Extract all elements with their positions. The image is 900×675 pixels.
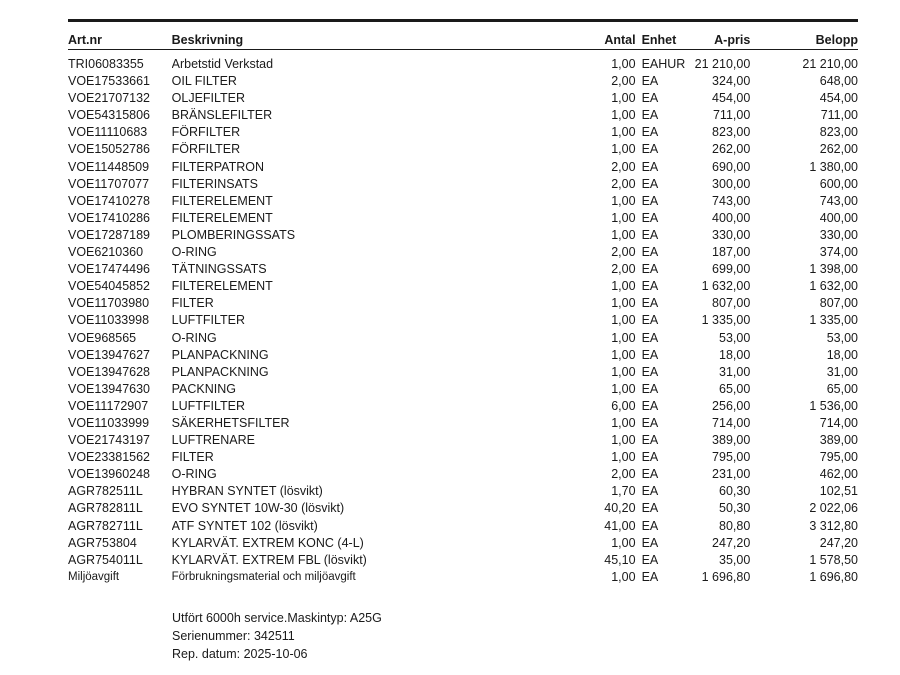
cell-belopp: 262,00 xyxy=(819,142,858,157)
cell-antal: 1,00 xyxy=(611,450,636,465)
cell-art-nr: VOE21707132 xyxy=(68,91,151,106)
header-a-pris: A-pris xyxy=(688,22,750,50)
cell-a-pris: 795,00 xyxy=(712,450,751,465)
cell-enhet: EA xyxy=(641,245,659,260)
cell-beskrivning: PLANPACKNING xyxy=(171,364,269,379)
cell-antal: 1,00 xyxy=(611,210,636,225)
table-row xyxy=(68,449,858,466)
cell-art-nr: AGR782511L xyxy=(68,484,143,499)
cell-beskrivning: FILTERINSATS xyxy=(171,176,258,191)
cell-beskrivning: HYBRAN SYNTET (lösvikt) xyxy=(171,484,323,499)
header-enhet: Enhet xyxy=(636,22,688,50)
cell-belopp: 31,00 xyxy=(826,364,858,379)
cell-enhet: EA xyxy=(641,108,659,123)
header-art-nr: Art.nr xyxy=(68,22,172,50)
table-row xyxy=(68,347,858,364)
invoice-lines-table xyxy=(68,22,858,586)
table-row xyxy=(68,50,858,74)
table-row xyxy=(68,398,858,415)
cell-antal: 2,00 xyxy=(611,74,636,89)
table-row xyxy=(68,244,858,261)
cell-beskrivning: LUFTFILTER xyxy=(171,398,246,413)
cell-enhet: EA xyxy=(641,552,659,567)
cell-belopp: 1 380,00 xyxy=(809,159,858,174)
cell-art-nr: VOE11707077 xyxy=(68,176,150,191)
cell-beskrivning: LUFTRENARE xyxy=(171,433,255,448)
cell-enhet: EA xyxy=(641,193,659,208)
cell-antal: 1,00 xyxy=(611,227,636,242)
cell-beskrivning: PLANPACKNING xyxy=(171,347,269,362)
cell-art-nr: VOE23381562 xyxy=(68,450,151,465)
cell-a-pris: 18,00 xyxy=(719,347,751,362)
cell-beskrivning: Förbrukningsmaterial och miljöavgift xyxy=(171,570,356,583)
cell-antal: 1,00 xyxy=(611,330,636,345)
cell-beskrivning: FILTER xyxy=(171,296,214,311)
cell-belopp: 1 578,50 xyxy=(809,552,858,567)
cell-beskrivning: ATF SYNTET 102 (lösvikt) xyxy=(171,518,318,533)
cell-a-pris: 714,00 xyxy=(712,415,751,430)
cell-enhet: EA xyxy=(641,569,659,584)
cell-beskrivning: O-RING xyxy=(171,245,217,260)
cell-a-pris: 231,00 xyxy=(712,467,751,482)
cell-antal: 1,00 xyxy=(611,91,636,106)
table-row xyxy=(68,159,858,176)
cell-a-pris: 1 632,00 xyxy=(701,279,751,294)
cell-a-pris: 65,00 xyxy=(719,381,751,396)
cell-art-nr: VOE11448509 xyxy=(68,159,150,174)
cell-belopp: 374,00 xyxy=(819,245,858,260)
cell-beskrivning: O-RING xyxy=(171,467,217,482)
cell-antal: 1,00 xyxy=(611,125,636,140)
table-body xyxy=(68,50,858,586)
cell-belopp: 454,00 xyxy=(819,91,858,106)
cell-art-nr: AGR753804 xyxy=(68,535,137,550)
table-row xyxy=(68,432,858,449)
cell-antal: 1,00 xyxy=(611,57,636,71)
cell-enhet: EA xyxy=(641,501,659,516)
cell-art-nr: AGR782811L xyxy=(68,501,143,516)
cell-antal: 1,00 xyxy=(611,313,636,328)
cell-belopp: 18,00 xyxy=(826,347,858,362)
cell-enhet: EA xyxy=(641,535,659,550)
cell-a-pris: 1 696,80 xyxy=(701,569,751,584)
cell-antal: 2,00 xyxy=(611,176,636,191)
cell-enhet: EA xyxy=(641,467,659,482)
table-row xyxy=(68,193,858,210)
cell-enhet: EA xyxy=(641,313,659,328)
notes-serial-line: Serienummer: 342511 xyxy=(172,629,295,643)
cell-art-nr: VOE54315806 xyxy=(68,108,151,123)
cell-belopp: 1 335,00 xyxy=(809,313,858,328)
cell-a-pris: 50,30 xyxy=(719,501,751,516)
cell-antal: 45,10 xyxy=(604,552,636,567)
cell-antal: 1,00 xyxy=(611,433,636,448)
cell-belopp: 462,00 xyxy=(819,467,858,482)
cell-enhet: EA xyxy=(641,210,659,225)
cell-belopp: 1 632,00 xyxy=(809,279,858,294)
cell-a-pris: 699,00 xyxy=(712,262,751,277)
cell-antal: 1,00 xyxy=(611,364,636,379)
cell-a-pris: 690,00 xyxy=(712,159,751,174)
cell-enhet: EA xyxy=(641,142,659,157)
cell-belopp: 65,00 xyxy=(826,381,858,396)
cell-enhet: EA xyxy=(641,125,659,140)
cell-antal: 1,00 xyxy=(611,279,636,294)
cell-art-nr: VOE13960248 xyxy=(68,467,151,482)
header-belopp: Belopp xyxy=(750,22,858,50)
cell-belopp: 3 312,80 xyxy=(809,518,858,533)
cell-belopp: 53,00 xyxy=(826,330,858,345)
cell-enhet: EA xyxy=(641,381,659,396)
cell-a-pris: 256,00 xyxy=(712,398,751,413)
cell-art-nr: VOE11703980 xyxy=(68,296,150,311)
cell-a-pris: 330,00 xyxy=(712,227,751,242)
service-notes xyxy=(172,609,382,663)
cell-art-nr: VOE13947630 xyxy=(68,381,151,396)
table-row xyxy=(68,227,858,244)
cell-art-nr: VOE17410286 xyxy=(68,210,151,225)
cell-a-pris: 1 335,00 xyxy=(701,313,751,328)
cell-enhet: EA xyxy=(641,518,659,533)
table-row xyxy=(68,278,858,295)
table-row xyxy=(68,295,858,312)
cell-enhet: EA xyxy=(641,296,659,311)
table-header-row xyxy=(68,22,858,50)
cell-art-nr: AGR754011L xyxy=(68,552,143,567)
cell-art-nr: VOE11033998 xyxy=(68,313,150,328)
cell-enhet: EA xyxy=(641,279,659,294)
cell-beskrivning: SÄKERHETSFILTER xyxy=(171,415,290,430)
cell-a-pris: 31,00 xyxy=(719,364,751,379)
cell-antal: 1,00 xyxy=(611,108,636,123)
table-row xyxy=(68,261,858,278)
cell-art-nr: Miljöavgift xyxy=(68,570,120,583)
cell-art-nr: AGR782711L xyxy=(68,518,143,533)
cell-enhet: EA xyxy=(641,176,659,191)
cell-art-nr: VOE21743197 xyxy=(68,433,151,448)
cell-a-pris: 187,00 xyxy=(712,245,751,260)
table-row xyxy=(68,552,858,569)
cell-beskrivning: FILTERPATRON xyxy=(171,159,265,174)
cell-beskrivning: FILTERELEMENT xyxy=(171,210,273,225)
table-row xyxy=(68,312,858,329)
table-row xyxy=(68,569,858,586)
cell-a-pris: 454,00 xyxy=(712,91,751,106)
cell-beskrivning: TÄTNINGSSATS xyxy=(171,262,267,277)
cell-antal: 1,00 xyxy=(611,415,636,430)
cell-a-pris: 711,00 xyxy=(712,108,751,123)
cell-beskrivning: EVO SYNTET 10W-30 (lösvikt) xyxy=(171,501,345,516)
cell-art-nr: VOE13947628 xyxy=(68,364,151,379)
cell-beskrivning: O-RING xyxy=(171,330,217,345)
table-row xyxy=(68,176,858,193)
cell-beskrivning: KYLARVÄT. EXTREM KONC (4-L) xyxy=(171,535,364,550)
cell-art-nr: VOE54045852 xyxy=(68,279,151,294)
cell-enhet: EA xyxy=(641,415,659,430)
cell-a-pris: 60,30 xyxy=(719,484,751,499)
cell-belopp: 1 398,00 xyxy=(809,262,858,277)
table-row xyxy=(68,364,858,381)
cell-belopp: 330,00 xyxy=(819,227,858,242)
table-row xyxy=(68,535,858,552)
cell-enhet: EA xyxy=(641,262,659,277)
cell-belopp: 1 696,80 xyxy=(809,569,858,584)
cell-antal: 1,00 xyxy=(611,381,636,396)
cell-belopp: 247,20 xyxy=(819,535,858,550)
cell-belopp: 102,51 xyxy=(819,484,858,499)
table-row xyxy=(68,210,858,227)
cell-enhet: EA xyxy=(641,91,659,106)
cell-a-pris: 262,00 xyxy=(712,142,751,157)
cell-antal: 2,00 xyxy=(611,159,636,174)
cell-a-pris: 21 210,00 xyxy=(694,57,751,71)
cell-art-nr: VOE13947627 xyxy=(68,347,151,362)
cell-antal: 1,00 xyxy=(611,142,636,157)
cell-a-pris: 823,00 xyxy=(712,125,751,140)
header-beskrivning: Beskrivning xyxy=(172,22,575,50)
cell-antal: 2,00 xyxy=(611,467,636,482)
table-row xyxy=(68,466,858,483)
cell-a-pris: 807,00 xyxy=(712,296,751,311)
cell-antal: 40,20 xyxy=(604,501,636,516)
cell-beskrivning: KYLARVÄT. EXTREM FBL (lösvikt) xyxy=(171,552,367,567)
cell-enhet: EA xyxy=(641,398,659,413)
cell-a-pris: 247,20 xyxy=(712,535,751,550)
cell-a-pris: 80,80 xyxy=(719,518,751,533)
cell-beskrivning: PLOMBERINGSSATS xyxy=(171,227,296,242)
invoice-lines-section xyxy=(68,19,858,586)
header-antal: Antal xyxy=(574,22,635,50)
cell-enhet: EAHUR xyxy=(641,57,686,71)
cell-beskrivning: FILTERELEMENT xyxy=(171,193,273,208)
cell-antal: 2,00 xyxy=(611,245,636,260)
cell-enhet: EA xyxy=(641,159,659,174)
cell-antal: 1,00 xyxy=(611,347,636,362)
table-row xyxy=(68,483,858,500)
cell-antal: 1,00 xyxy=(611,535,636,550)
cell-enhet: EA xyxy=(641,364,659,379)
cell-enhet: EA xyxy=(641,330,659,345)
cell-a-pris: 743,00 xyxy=(712,193,751,208)
cell-beskrivning: FÖRFILTER xyxy=(171,125,241,140)
cell-beskrivning: LUFTFILTER xyxy=(171,313,246,328)
cell-a-pris: 300,00 xyxy=(712,176,751,191)
cell-art-nr: VOE11110683 xyxy=(68,125,148,140)
cell-a-pris: 389,00 xyxy=(712,433,751,448)
cell-art-nr: VOE968565 xyxy=(68,330,137,345)
cell-enhet: EA xyxy=(641,450,659,465)
cell-art-nr: VOE17410278 xyxy=(68,193,151,208)
table-row xyxy=(68,90,858,107)
table-row xyxy=(68,518,858,535)
cell-belopp: 795,00 xyxy=(819,450,858,465)
cell-beskrivning: PACKNING xyxy=(171,381,237,396)
table-row xyxy=(68,415,858,432)
cell-antal: 1,00 xyxy=(611,193,636,208)
cell-belopp: 600,00 xyxy=(819,176,858,191)
table-row xyxy=(68,73,858,90)
notes-service-line: Utfört 6000h service.Maskintyp: A25G xyxy=(172,611,382,625)
cell-antal: 6,00 xyxy=(611,398,636,413)
cell-art-nr: TRI06083355 xyxy=(68,57,144,71)
cell-antal: 1,70 xyxy=(611,484,636,499)
notes-date-line: Rep. datum: 2025-10-06 xyxy=(172,647,308,661)
cell-belopp: 714,00 xyxy=(819,415,858,430)
cell-beskrivning: Arbetstid Verkstad xyxy=(171,57,274,71)
cell-art-nr: VOE17474496 xyxy=(68,262,151,277)
cell-antal: 1,00 xyxy=(611,296,636,311)
cell-enhet: EA xyxy=(641,74,659,89)
cell-beskrivning: OIL FILTER xyxy=(171,74,237,89)
table-row xyxy=(68,381,858,398)
cell-art-nr: VOE15052786 xyxy=(68,142,151,157)
cell-beskrivning: OLJEFILTER xyxy=(171,91,246,106)
cell-beskrivning: FILTERELEMENT xyxy=(171,279,273,294)
cell-art-nr: VOE11033999 xyxy=(68,415,150,430)
table-row xyxy=(68,107,858,124)
cell-enhet: EA xyxy=(641,227,659,242)
cell-belopp: 807,00 xyxy=(819,296,858,311)
cell-belopp: 648,00 xyxy=(819,74,858,89)
cell-belopp: 823,00 xyxy=(819,125,858,140)
cell-antal: 2,00 xyxy=(611,262,636,277)
cell-belopp: 400,00 xyxy=(819,210,858,225)
cell-belopp: 1 536,00 xyxy=(809,398,858,413)
table-row xyxy=(68,330,858,347)
cell-belopp: 389,00 xyxy=(819,433,858,448)
cell-belopp: 743,00 xyxy=(819,193,858,208)
cell-belopp: 711,00 xyxy=(820,108,858,123)
table-row xyxy=(68,500,858,517)
cell-art-nr: VOE17287189 xyxy=(68,227,151,242)
cell-antal: 1,00 xyxy=(611,569,636,584)
cell-enhet: EA xyxy=(641,347,659,362)
cell-a-pris: 324,00 xyxy=(712,74,751,89)
cell-a-pris: 53,00 xyxy=(719,330,751,345)
cell-enhet: EA xyxy=(641,433,659,448)
cell-enhet: EA xyxy=(641,484,659,499)
cell-art-nr: VOE6210360 xyxy=(68,245,144,260)
table-row xyxy=(68,124,858,141)
table-row xyxy=(68,141,858,158)
cell-art-nr: VOE11172907 xyxy=(68,398,149,413)
cell-antal: 41,00 xyxy=(604,518,636,533)
cell-beskrivning: BRÄNSLEFILTER xyxy=(171,108,273,123)
cell-beskrivning: FÖRFILTER xyxy=(171,142,241,157)
cell-art-nr: VOE17533661 xyxy=(68,74,151,89)
cell-belopp: 21 210,00 xyxy=(802,57,858,71)
cell-a-pris: 35,00 xyxy=(719,552,751,567)
cell-beskrivning: FILTER xyxy=(171,450,214,465)
cell-belopp: 2 022,06 xyxy=(809,501,858,516)
cell-a-pris: 400,00 xyxy=(712,210,751,225)
